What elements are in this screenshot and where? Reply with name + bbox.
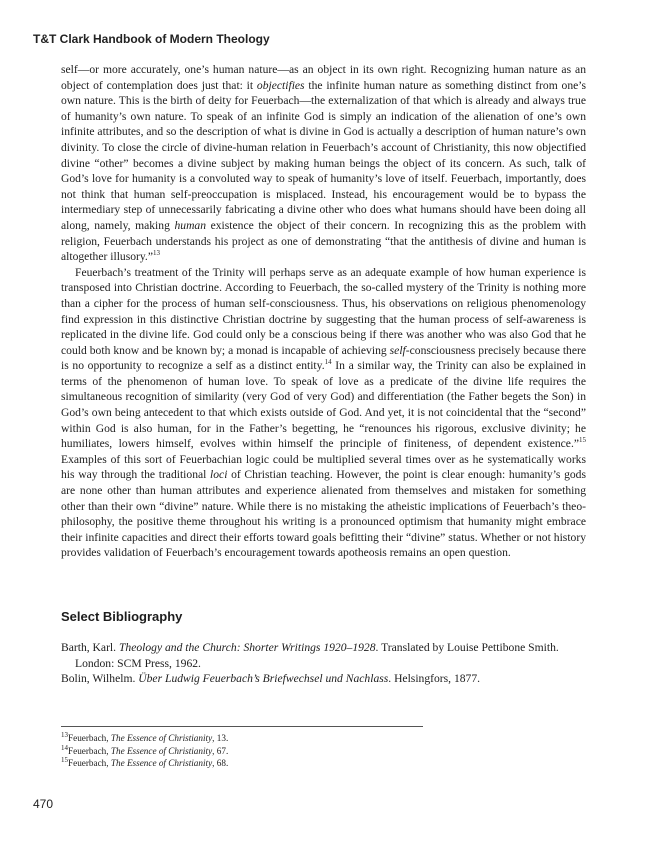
paragraph-1: self—or more accurately, one’s human nature—as an object in its own right. Recognizing human nature as an object of contemplation does just that: it objectifies the infinite human nature as something distinct from one’s own nature. This is the birth of deity for Feuerbach—the externalization of that which is already and always true of humanity’s own nature. To speak of an infinite God is simply an indication of the alienation of one’s own infinite attributes, and so the description of what is divine in God is actually a description of human nature’s own divinity. To close the circle of divine-human relation in Feuerbach’s account of Christianity, this now objectified divine “other” becomes a divine subject by making human beings the object of its concern. As such, talk of God’s love for humanity is a convoluted way to speak of humanity’s love of itself. Feuerbach, importantly, does not think that human self-preoccupation is misplaced. Instead, his encouragement would be to bypass the intermediary step of unnecessarily fabricating a divine other who does what humans should have been doing all along, namely, making human existence the object of their concern. In recognizing this as the problem with religion, Feuerbach understands his project as one of demonstrating “that the antithesis of divine and human is altogether illusory.”$^{13}$ <box>61 63 586 264</box>
footnotes <box>61 732 586 770</box>
footnote: $^{13}$Feuerbach, The Essence of Christianity, 13. <box>61 730 229 743</box>
footnote-ref-14[interactable]: 14 <box>324 358 332 367</box>
footnote-ref-13[interactable]: 13 <box>152 249 160 258</box>
body-text <box>61 62 586 561</box>
bibliography-entry: Barth, Karl. Theology and the Church: Shorter Writings 1920–1928. Translated by Louise Pettibone Smith. London: SCM Press, 1962. <box>61 641 559 670</box>
bibliography-title: Theology and the Church: Shorter Writings 1920–1928 <box>118 641 376 654</box>
footnote-number: 14 <box>61 743 68 752</box>
bibliography-title: Über Ludwig Feuerbach’s Briefwechsel und Nachlass <box>138 672 389 686</box>
running-head: T&T Clark Handbook of Modern Theology <box>33 32 270 46</box>
footnote-number: 13 <box>61 730 68 739</box>
footnote: $^{15}$Feuerbach, The Essence of Christianity, 68. <box>61 756 229 769</box>
paragraph-2: Feuerbach’s treatment of the Trinity will perhaps serve as an adequate example of how human experience is transposed into Christian doctrine. According to Feuerbach, the so-called mystery of the Trinity is nothing more than a cipher for the process of human self-consciousness. Thus, his observations on religious phenomenology find expression in this distinctive Christian doctrine by suggesting that the human process of self-awareness is replicated in the divine life. God could only be a conscious being if there was another who was also God that he could both know and be known by; a monad is incapable of achieving self-consciousness precisely because there is no opportunity to recognize a self as a distinct entity.$^{14}$ In a similar way, the Trinity can also be explained in terms of the phenomenon of human love. To speak of love as a predicate of the divine life requires the simultaneous recognition of similarity (very God of very God) and differentiation (the Father begets the Son) in God’s own being antecedent to that which exists outside of God. And yet, it is not coincidental that the “second” within God is also human, for in the Father’s begetting, he “renounces his rigorous, exclusive divinity; he humiliates, lowers himself, evolves within himself the principle of finiteness, of dependent existence.”$^{15}$ Examples of this sort of Feuerbachian logic could be multiplied several times over as he systematically works his way through the traditional loci of Christian teaching. However, the point is clear enough: humanity’s gods are none other than human attributes and experience alienated from themselves and mistaken for something other than their own “divine” nature. While there is no mistaking the atheistic implications of Feuerbach’s theo-philosophy, the positive theme throughout his writing is a pronounced optimism that humanity might embrace their infinite capacities and direct their efforts toward goals befitting their “divine” status. Whether or not history provides validation of Feuerbach’s encouragement towards apotheosis remains an open question. <box>61 265 586 560</box>
emphasis-human: human <box>174 218 207 232</box>
footnote-ref-15[interactable]: 15 <box>579 436 586 445</box>
section-heading: Select Bibliography <box>61 609 183 624</box>
bibliography-list <box>61 640 586 687</box>
footnote-divider <box>61 726 423 727</box>
footnote: $^{14}$Feuerbach, The Essence of Christianity, 67. <box>61 743 229 756</box>
bibliography-entry: Bolin, Wilhelm. Über Ludwig Feuerbach’s Briefwechsel und Nachlass. Helsingfors, 1877. <box>61 672 481 686</box>
emphasis-objectifies: objectifies <box>256 78 305 92</box>
page-number: 470 <box>33 797 54 811</box>
emphasis-loci: loci <box>210 468 228 482</box>
emphasis-self: self <box>389 343 406 357</box>
footnote-number: 15 <box>61 756 68 765</box>
